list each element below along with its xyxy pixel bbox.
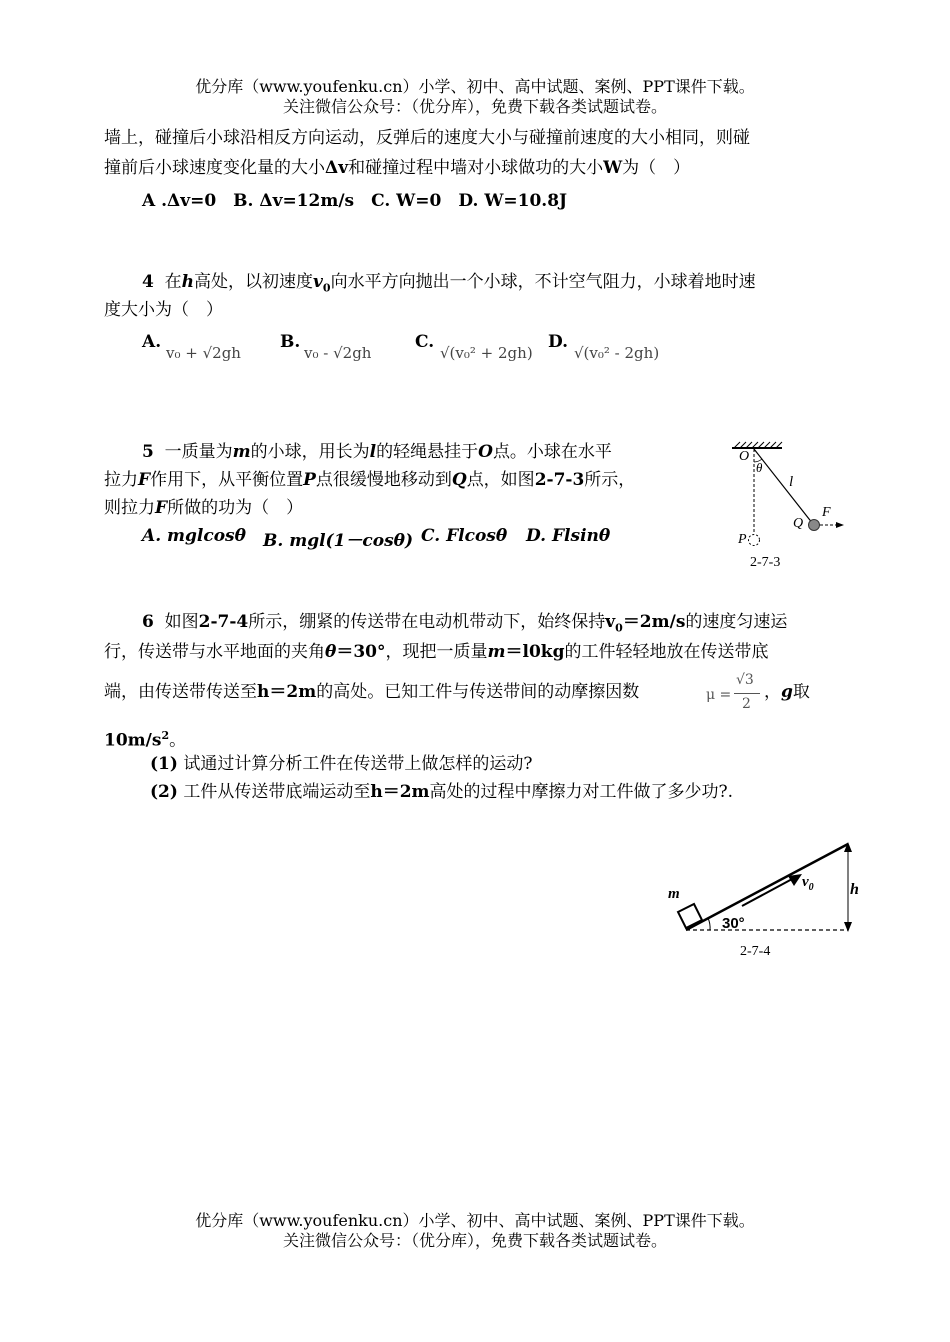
angle-arc bbox=[708, 918, 710, 930]
q5-option-b: B. mgl(1－cosθ) bbox=[263, 531, 414, 551]
label-q: Q bbox=[793, 516, 804, 531]
figure-caption-2-7-3: 2-7-3 bbox=[750, 555, 781, 570]
page-header-line2: 关注微信公众号：（优分库），免费下载各类试题试卷。 bbox=[282, 97, 667, 116]
label-o: O bbox=[739, 449, 750, 464]
incline-belt bbox=[686, 844, 848, 930]
ball-p bbox=[749, 535, 760, 546]
q4-option-d-formula: √(v₀² - 2gh) bbox=[574, 344, 660, 362]
rope-line bbox=[754, 449, 813, 524]
page-header-line1: 优分库（www.youfenku.cn）小学、初中、高中试题、案例、PPT课件下载。 bbox=[195, 77, 755, 96]
q4-line1: 4 在h高处，以初速度$v_0$向水平方向抛出一个小球，不计空气阻力，小球着地时速 bbox=[142, 272, 756, 295]
mu-formula: μ = √3 2 bbox=[706, 672, 764, 718]
q5-option-c: C. Flcosθ bbox=[421, 526, 508, 546]
q5-line1: 5 一质量为m的小球，用长为l的轻绳悬挂于O点。小球在水平 bbox=[142, 442, 612, 462]
pendulum-diagram bbox=[720, 436, 850, 572]
q4-option-c-label: C. bbox=[415, 332, 435, 352]
label-m: m bbox=[668, 886, 680, 902]
q4-option-a-formula: v₀ + √2gh bbox=[166, 344, 241, 362]
label-h: h bbox=[850, 881, 859, 898]
q6-line2: 行，传送带与水平地面的夹角θ＝30°，现把一质量m＝l0kg的工件轻轻地放在传送带底 bbox=[104, 642, 769, 662]
q4-option-a-label: A. bbox=[142, 332, 162, 352]
q5-line2: 拉力F作用下，从平衡位置P点很缓慢地移动到Q点，如图2-7-3所示， bbox=[104, 470, 636, 490]
q4-option-d-label: D. bbox=[548, 332, 569, 352]
q6-sub2: (2) 工件从传送带底端运动至h＝2m高处的过程中摩擦力对工件做了多少功?. bbox=[150, 782, 734, 802]
q6-line4: $10m/s^2$。 bbox=[104, 729, 187, 751]
label-f: F bbox=[822, 505, 831, 520]
q5-option-d: D. Flsinθ bbox=[526, 526, 611, 546]
page-footer-line1: 优分库（www.youfenku.cn）小学、初中、高中试题、案例、PPT课件下载。 bbox=[195, 1211, 755, 1230]
label-p: P bbox=[738, 532, 747, 547]
velocity-arrow bbox=[742, 878, 794, 906]
conveyor-diagram bbox=[664, 836, 864, 962]
q3-line1: 墙上，碰撞后小球沿相反方向运动，反弹后的速度大小与碰撞前速度的大小相同，则碰 bbox=[104, 128, 750, 148]
figure-caption-2-7-4: 2-7-4 bbox=[740, 944, 771, 959]
q5-option-a: A. mglcosθ bbox=[142, 526, 246, 546]
height-arrow-top bbox=[844, 842, 852, 852]
ceiling-hatch bbox=[732, 442, 782, 448]
label-theta: θ bbox=[756, 460, 763, 475]
height-arrow-bottom bbox=[844, 922, 852, 932]
q4-option-b-label: B. bbox=[280, 332, 301, 352]
q6-line1: 6 如图2-7-4所示，绷紧的传送带在电动机带动下，始终保持$v_0=2m/s$的速度匀速运 bbox=[142, 612, 788, 635]
page-footer-line2: 关注微信公众号：（优分库），免费下载各类试题试卷。 bbox=[282, 1231, 667, 1250]
label-v0: $v_0$ bbox=[802, 874, 814, 893]
q6-line3-tail: ，g取 bbox=[764, 682, 810, 702]
q3-options: A .Δv=0 B. Δv=12m/s C. W=0 D. W=10.8J bbox=[142, 191, 568, 211]
q6-sub1: (1) 试通过计算分析工件在传送带上做怎样的运动? bbox=[150, 754, 533, 774]
label-l: l bbox=[789, 474, 794, 490]
force-arrow-head bbox=[836, 522, 844, 528]
q4-line2: 度大小为（ ） bbox=[104, 300, 223, 320]
q4-option-b-formula: v₀ - √2gh bbox=[304, 344, 372, 362]
q6-line3: 端，由传送带传送至h＝2m的高处。已知工件与传送带间的动摩擦因数 bbox=[104, 682, 640, 702]
ball-q bbox=[809, 520, 820, 531]
q3-line2: 撞前后小球速度变化量的大小Δv和碰撞过程中墙对小球做功的大小W为（ ） bbox=[104, 158, 691, 178]
label-angle: 30° bbox=[722, 915, 745, 932]
q5-line3: 则拉力F所做的功为（ ） bbox=[104, 498, 304, 518]
q4-option-c-formula: √(v₀² + 2gh) bbox=[440, 344, 533, 362]
